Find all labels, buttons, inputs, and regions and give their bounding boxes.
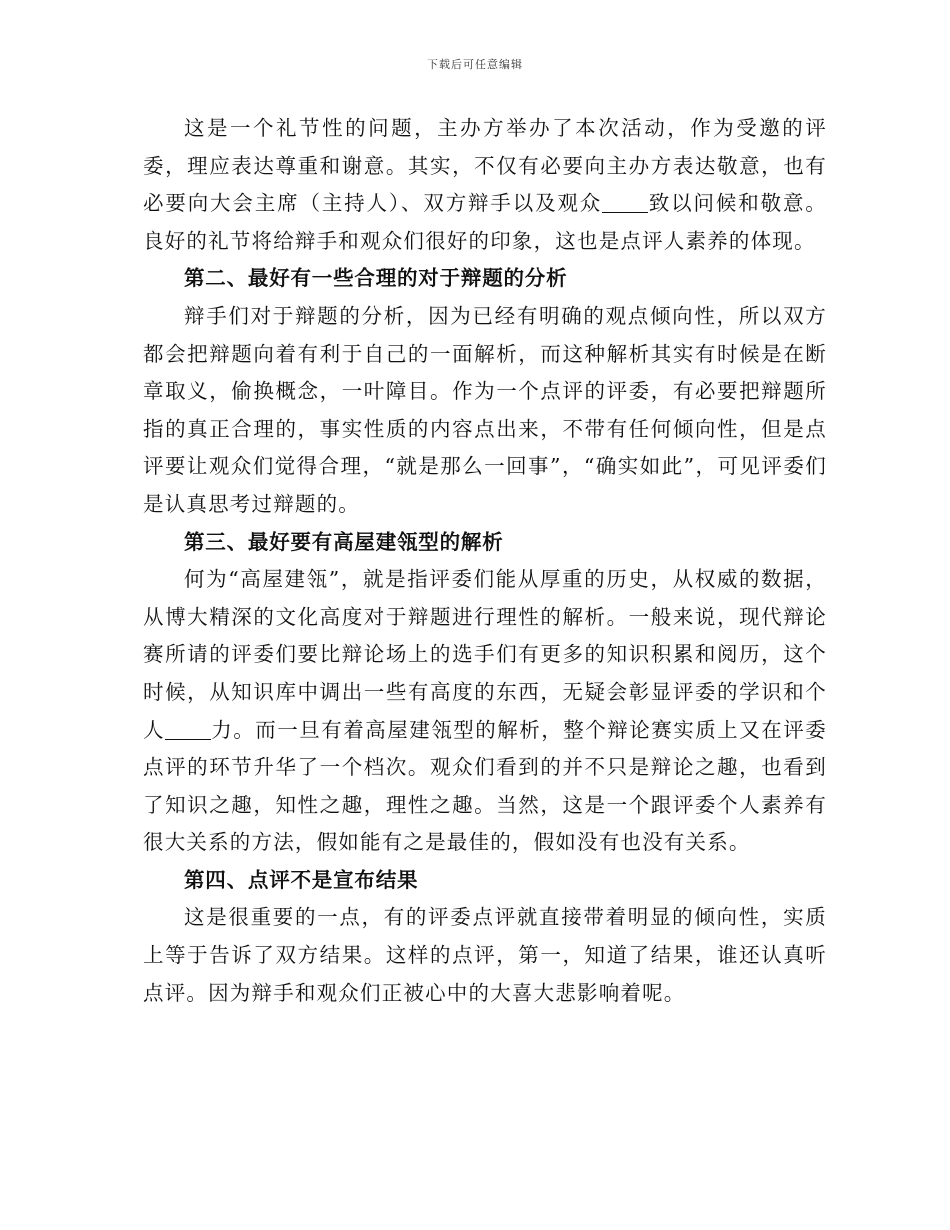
paragraph-analysis: 辩手们对于辩题的分析，因为已经有明确的观点倾向性，所以双方都会把辩题向着有利于自己的一面解析，而这种解析其实有时候是在断章取义，偷换概念，一叶障目。作为一个点评的评委，有必要把辩题所指的真正合理的，事实性质的内容点出来，不带有任何倾向性，但是点评要让观众们觉得合理，“就是那么一回事”，“确实如此”，可见评委们是认真思考过辩题的。 — [143, 303, 827, 516]
paragraph-not-verdict: 这是很重要的一点，有的评委点评就直接带着明显的倾向性，实质上等于告诉了双方结果。这样的点评，第一，知道了结果，谁还认真听点评。因为辩手和观众们正被心中的大喜大悲影响着呢。 — [143, 905, 827, 1005]
paragraph-high-level-text-start: 何为“高屋建瓴”，就是指评委们能从厚重的历史，从权威的数据，从博大精深的文化高度对于辩题进行理性的解析。一般来说，现代辩论赛所请的评委们要比辩论场上的选手们有更多的知识积累和阅历，这个时候，从知识库中调出一些有高度的东西，无疑会彰显评委的学识和个人 — [143, 567, 827, 742]
fill-in-blank — [165, 718, 211, 740]
paragraph-high-level-text-end: 力。而一旦有着高屋建瓴型的解析，整个辩论赛实质上又在评委点评的环节升华了一个档次。观众们看到的并不只是辩论之趣，也看到了知识之趣，知性之趣，理性之趣。当然，这是一个跟评委个人素养有很大关系的方法，假如能有之是最佳的，假如没有也没有关系。 — [143, 717, 827, 855]
page-header-note: 下载后可任意编辑 — [427, 58, 523, 71]
paragraph-etiquette — [143, 110, 827, 260]
paragraph-etiquette-text-end: 致以问候和敬意。良好的礼节将给辩手和观众们很好的印象，这也是点评人素养的体现。 — [143, 191, 827, 253]
paragraph-etiquette-text-start: 这是一个礼节性的问题，主办方举办了本次活动，作为受邀的评委，理应表达尊重和谢意。其实，不仅有必要向主办方表达敬意，也有必要向大会主席（主持人）、双方辩手以及观众 — [143, 116, 827, 216]
section-heading-4: 第四、点评不是宣布结果 — [184, 867, 419, 892]
fill-in-blank — [602, 192, 648, 214]
document-body — [143, 110, 827, 1012]
section-heading-2: 第二、最好有一些合理的对于辩题的分析 — [184, 266, 568, 291]
paragraph-high-level — [143, 561, 827, 862]
section-heading-3: 第三、最好要有高屋建瓴型的解析 — [184, 529, 504, 554]
